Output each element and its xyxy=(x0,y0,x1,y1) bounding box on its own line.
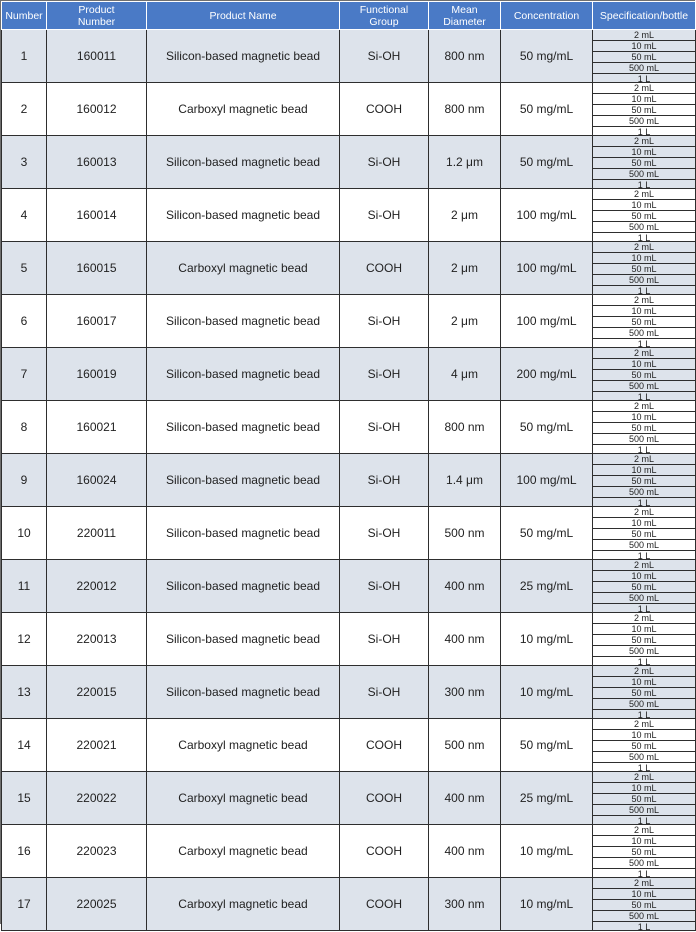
concentration-cell: 200 mg/mL xyxy=(501,348,593,401)
specification-option: 50 mL xyxy=(593,52,695,63)
table-header-row xyxy=(2,2,696,30)
specification-list xyxy=(593,83,695,135)
specification-cell xyxy=(593,666,696,719)
table-row xyxy=(2,613,696,666)
functional-group-cell: COOH xyxy=(340,719,429,772)
specification-cell xyxy=(593,30,696,83)
header-number: Number xyxy=(2,2,47,30)
table-row xyxy=(2,454,696,507)
specification-option: 50 mL xyxy=(593,900,695,911)
specification-option: 1 L xyxy=(637,445,651,455)
specification-option: 1 L xyxy=(637,74,651,84)
specification-list xyxy=(593,189,695,241)
specification-option: 500 mL xyxy=(593,275,695,286)
mean-diameter-cell: 300 nm xyxy=(429,878,501,931)
product-number-cell: 160012 xyxy=(47,83,147,136)
specification-list xyxy=(593,772,695,824)
mean-diameter-cell: 500 nm xyxy=(429,719,501,772)
specification-list xyxy=(593,348,695,400)
product-number-cell: 160017 xyxy=(47,295,147,348)
product-name-cell: Silicon-based magnetic bead xyxy=(147,189,340,242)
specification-option: 1 L xyxy=(637,710,651,720)
row-number-cell: 7 xyxy=(2,348,47,401)
functional-group-cell: Si-OH xyxy=(340,560,429,613)
specification-option: 10 mL xyxy=(593,41,695,52)
table-row xyxy=(2,348,696,401)
specification-option: 50 mL xyxy=(593,158,695,169)
specification-option: 2 mL xyxy=(593,83,695,94)
functional-group-cell: Si-OH xyxy=(340,507,429,560)
specification-cell xyxy=(593,825,696,878)
concentration-cell: 50 mg/mL xyxy=(501,719,593,772)
header-functional-group: Functional Group xyxy=(340,2,429,30)
specification-option: 50 mL xyxy=(593,635,695,646)
specification-option: 2 mL xyxy=(593,454,695,465)
specification-option: 1 L xyxy=(637,180,651,190)
table-row xyxy=(2,401,696,454)
header-concentration: Concentration xyxy=(501,2,593,30)
concentration-cell: 100 mg/mL xyxy=(501,454,593,507)
specification-option: 50 mL xyxy=(593,582,695,593)
specification-option: 2 mL xyxy=(593,295,695,306)
concentration-cell: 50 mg/mL xyxy=(501,83,593,136)
functional-group-cell: Si-OH xyxy=(340,136,429,189)
table-body xyxy=(2,30,696,931)
specification-list xyxy=(593,825,695,877)
specification-list xyxy=(593,136,695,188)
row-number-cell: 17 xyxy=(2,878,47,931)
specification-option: 1 L xyxy=(637,498,651,508)
row-number-cell: 5 xyxy=(2,242,47,295)
functional-group-cell: COOH xyxy=(340,772,429,825)
specification-list xyxy=(593,401,695,453)
specification-option: 500 mL xyxy=(593,805,695,816)
product-number-cell: 160014 xyxy=(47,189,147,242)
row-number-cell: 14 xyxy=(2,719,47,772)
concentration-cell: 100 mg/mL xyxy=(501,189,593,242)
specification-option: 2 mL xyxy=(593,666,695,677)
concentration-cell: 100 mg/mL xyxy=(501,242,593,295)
specification-list xyxy=(593,666,695,718)
specification-option: 2 mL xyxy=(593,507,695,518)
functional-group-cell: COOH xyxy=(340,825,429,878)
specification-cell xyxy=(593,348,696,401)
functional-group-cell: Si-OH xyxy=(340,295,429,348)
mean-diameter-cell: 4 μm xyxy=(429,348,501,401)
mean-diameter-cell: 400 nm xyxy=(429,613,501,666)
concentration-cell: 25 mg/mL xyxy=(501,772,593,825)
functional-group-cell: Si-OH xyxy=(340,666,429,719)
specification-option: 50 mL xyxy=(593,264,695,275)
product-name-cell: Silicon-based magnetic bead xyxy=(147,136,340,189)
specification-list xyxy=(593,613,695,665)
specification-cell xyxy=(593,507,696,560)
specification-option: 500 mL xyxy=(593,328,695,339)
mean-diameter-cell: 400 nm xyxy=(429,560,501,613)
specification-option: 10 mL xyxy=(593,306,695,317)
specification-list xyxy=(593,507,695,559)
product-table xyxy=(1,1,696,931)
specification-option: 1 L xyxy=(637,551,651,561)
specification-cell xyxy=(593,878,696,931)
specification-option: 2 mL xyxy=(593,242,695,253)
specification-option: 500 mL xyxy=(593,487,695,498)
header-product-name: Product Name xyxy=(147,2,340,30)
concentration-cell: 100 mg/mL xyxy=(501,295,593,348)
product-number-cell: 220015 xyxy=(47,666,147,719)
mean-diameter-cell: 1.2 μm xyxy=(429,136,501,189)
specification-option: 2 mL xyxy=(593,719,695,730)
specification-option: 10 mL xyxy=(593,677,695,688)
mean-diameter-cell: 500 nm xyxy=(429,507,501,560)
specification-option: 2 mL xyxy=(593,401,695,412)
specification-list xyxy=(593,560,695,612)
concentration-cell: 50 mg/mL xyxy=(501,401,593,454)
mean-diameter-cell: 300 nm xyxy=(429,666,501,719)
table-row xyxy=(2,507,696,560)
concentration-cell: 10 mg/mL xyxy=(501,825,593,878)
product-name-cell: Carboxyl magnetic bead xyxy=(147,878,340,931)
specification-option: 1 L xyxy=(637,763,651,773)
specification-option: 50 mL xyxy=(593,741,695,752)
mean-diameter-cell: 2 μm xyxy=(429,295,501,348)
specification-option: 500 mL xyxy=(593,116,695,127)
mean-diameter-cell: 800 nm xyxy=(429,83,501,136)
specification-list xyxy=(593,295,695,347)
specification-option: 50 mL xyxy=(593,688,695,699)
specification-option: 10 mL xyxy=(593,836,695,847)
specification-option: 50 mL xyxy=(593,423,695,434)
specification-option: 1 L xyxy=(637,869,651,879)
product-name-cell: Silicon-based magnetic bead xyxy=(147,348,340,401)
table-row xyxy=(2,189,696,242)
concentration-cell: 10 mg/mL xyxy=(501,666,593,719)
specification-option: 500 mL xyxy=(593,911,695,922)
specification-option: 2 mL xyxy=(593,825,695,836)
specification-option: 500 mL xyxy=(593,593,695,604)
row-number-cell: 13 xyxy=(2,666,47,719)
specification-option: 10 mL xyxy=(593,518,695,529)
row-number-cell: 8 xyxy=(2,401,47,454)
specification-option: 2 mL xyxy=(593,348,695,359)
specification-option: 500 mL xyxy=(593,222,695,233)
specification-option: 10 mL xyxy=(593,889,695,900)
specification-option: 50 mL xyxy=(593,476,695,487)
specification-cell xyxy=(593,454,696,507)
product-name-cell: Silicon-based magnetic bead xyxy=(147,454,340,507)
product-name-cell: Silicon-based magnetic bead xyxy=(147,30,340,83)
specification-option: 50 mL xyxy=(593,317,695,328)
header-product-number: Product Number xyxy=(47,2,147,30)
specification-option: 500 mL xyxy=(593,540,695,551)
specification-option: 10 mL xyxy=(593,200,695,211)
specification-option: 10 mL xyxy=(593,359,695,370)
specification-option: 2 mL xyxy=(593,772,695,783)
specification-option: 2 mL xyxy=(593,560,695,571)
specification-option: 1 L xyxy=(637,286,651,296)
specification-option: 1 L xyxy=(637,127,651,137)
specification-option: 2 mL xyxy=(593,30,695,41)
row-number-cell: 16 xyxy=(2,825,47,878)
specification-option: 500 mL xyxy=(593,63,695,74)
table-row xyxy=(2,83,696,136)
row-number-cell: 4 xyxy=(2,189,47,242)
header-specification: Specification/bottle xyxy=(593,2,696,30)
product-number-cell: 160013 xyxy=(47,136,147,189)
specification-option: 50 mL xyxy=(593,794,695,805)
table-row xyxy=(2,30,696,83)
specification-option: 2 mL xyxy=(593,136,695,147)
product-name-cell: Silicon-based magnetic bead xyxy=(147,613,340,666)
specification-option: 10 mL xyxy=(593,465,695,476)
product-name-cell: Silicon-based magnetic bead xyxy=(147,401,340,454)
concentration-cell: 50 mg/mL xyxy=(501,507,593,560)
specification-option: 500 mL xyxy=(593,752,695,763)
row-number-cell: 11 xyxy=(2,560,47,613)
specification-option: 500 mL xyxy=(593,169,695,180)
product-name-cell: Carboxyl magnetic bead xyxy=(147,772,340,825)
specification-option: 500 mL xyxy=(593,434,695,445)
table-row xyxy=(2,825,696,878)
specification-option: 50 mL xyxy=(593,105,695,116)
specification-cell xyxy=(593,772,696,825)
product-name-cell: Carboxyl magnetic bead xyxy=(147,242,340,295)
mean-diameter-cell: 1.4 μm xyxy=(429,454,501,507)
specification-option: 500 mL xyxy=(593,381,695,392)
specification-cell xyxy=(593,83,696,136)
specification-cell xyxy=(593,295,696,348)
table-row xyxy=(2,136,696,189)
specification-option: 1 L xyxy=(637,392,651,402)
functional-group-cell: Si-OH xyxy=(340,348,429,401)
specification-option: 10 mL xyxy=(593,783,695,794)
row-number-cell: 15 xyxy=(2,772,47,825)
specification-option: 500 mL xyxy=(593,699,695,710)
table-row xyxy=(2,666,696,719)
specification-option: 50 mL xyxy=(593,529,695,540)
specification-cell xyxy=(593,242,696,295)
specification-option: 50 mL xyxy=(593,370,695,381)
product-number-cell: 160015 xyxy=(47,242,147,295)
mean-diameter-cell: 400 nm xyxy=(429,772,501,825)
row-number-cell: 10 xyxy=(2,507,47,560)
specification-cell xyxy=(593,560,696,613)
product-number-cell: 220011 xyxy=(47,507,147,560)
specification-cell xyxy=(593,136,696,189)
specification-option: 50 mL xyxy=(593,847,695,858)
specification-option: 2 mL xyxy=(593,189,695,200)
functional-group-cell: Si-OH xyxy=(340,401,429,454)
specification-option: 10 mL xyxy=(593,571,695,582)
functional-group-cell: Si-OH xyxy=(340,613,429,666)
specification-cell xyxy=(593,719,696,772)
specification-cell xyxy=(593,613,696,666)
specification-cell xyxy=(593,401,696,454)
product-number-cell: 220025 xyxy=(47,878,147,931)
concentration-cell: 10 mg/mL xyxy=(501,613,593,666)
specification-option: 10 mL xyxy=(593,253,695,264)
functional-group-cell: Si-OH xyxy=(340,454,429,507)
product-name-cell: Carboxyl magnetic bead xyxy=(147,83,340,136)
specification-option: 1 L xyxy=(637,816,651,826)
concentration-cell: 50 mg/mL xyxy=(501,136,593,189)
row-number-cell: 2 xyxy=(2,83,47,136)
specification-list xyxy=(593,719,695,771)
row-number-cell: 6 xyxy=(2,295,47,348)
mean-diameter-cell: 800 nm xyxy=(429,30,501,83)
specification-list xyxy=(593,30,695,82)
product-number-cell: 220022 xyxy=(47,772,147,825)
product-name-cell: Carboxyl magnetic bead xyxy=(147,825,340,878)
product-name-cell: Carboxyl magnetic bead xyxy=(147,719,340,772)
specification-list xyxy=(593,242,695,294)
specification-option: 1 L xyxy=(637,233,651,243)
functional-group-cell: COOH xyxy=(340,878,429,931)
specification-option: 500 mL xyxy=(593,646,695,657)
specification-option: 10 mL xyxy=(593,412,695,423)
specification-option: 10 mL xyxy=(593,730,695,741)
product-number-cell: 160019 xyxy=(47,348,147,401)
specification-option: 500 mL xyxy=(593,858,695,869)
table-row xyxy=(2,242,696,295)
mean-diameter-cell: 2 μm xyxy=(429,189,501,242)
row-number-cell: 1 xyxy=(2,30,47,83)
concentration-cell: 25 mg/mL xyxy=(501,560,593,613)
specification-option: 2 mL xyxy=(593,613,695,624)
functional-group-cell: Si-OH xyxy=(340,189,429,242)
header-mean-diameter: Mean Diameter xyxy=(429,2,501,30)
table-row xyxy=(2,295,696,348)
specification-option: 10 mL xyxy=(593,94,695,105)
row-number-cell: 9 xyxy=(2,454,47,507)
mean-diameter-cell: 800 nm xyxy=(429,401,501,454)
specification-option: 1 L xyxy=(637,657,651,667)
product-number-cell: 160011 xyxy=(47,30,147,83)
specification-cell xyxy=(593,189,696,242)
row-number-cell: 12 xyxy=(2,613,47,666)
specification-option: 2 mL xyxy=(593,878,695,889)
concentration-cell: 50 mg/mL xyxy=(501,30,593,83)
functional-group-cell: COOH xyxy=(340,242,429,295)
product-number-cell: 220013 xyxy=(47,613,147,666)
functional-group-cell: COOH xyxy=(340,83,429,136)
product-number-cell: 220021 xyxy=(47,719,147,772)
specification-option: 10 mL xyxy=(593,624,695,635)
specification-option: 1 L xyxy=(637,339,651,349)
row-number-cell: 3 xyxy=(2,136,47,189)
product-number-cell: 160021 xyxy=(47,401,147,454)
product-name-cell: Silicon-based magnetic bead xyxy=(147,560,340,613)
mean-diameter-cell: 400 nm xyxy=(429,825,501,878)
product-name-cell: Silicon-based magnetic bead xyxy=(147,507,340,560)
table-row xyxy=(2,560,696,613)
product-name-cell: Silicon-based magnetic bead xyxy=(147,295,340,348)
product-number-cell: 160024 xyxy=(47,454,147,507)
specification-list xyxy=(593,878,695,930)
product-number-cell: 220012 xyxy=(47,560,147,613)
table-row xyxy=(2,772,696,825)
specification-option: 10 mL xyxy=(593,147,695,158)
table-row xyxy=(2,719,696,772)
specification-option: 1 L xyxy=(637,922,651,932)
specification-option: 50 mL xyxy=(593,211,695,222)
product-name-cell: Silicon-based magnetic bead xyxy=(147,666,340,719)
product-number-cell: 220023 xyxy=(47,825,147,878)
functional-group-cell: Si-OH xyxy=(340,30,429,83)
table-row xyxy=(2,878,696,931)
specification-list xyxy=(593,454,695,506)
specification-option: 1 L xyxy=(637,604,651,614)
concentration-cell: 10 mg/mL xyxy=(501,878,593,931)
mean-diameter-cell: 2 μm xyxy=(429,242,501,295)
